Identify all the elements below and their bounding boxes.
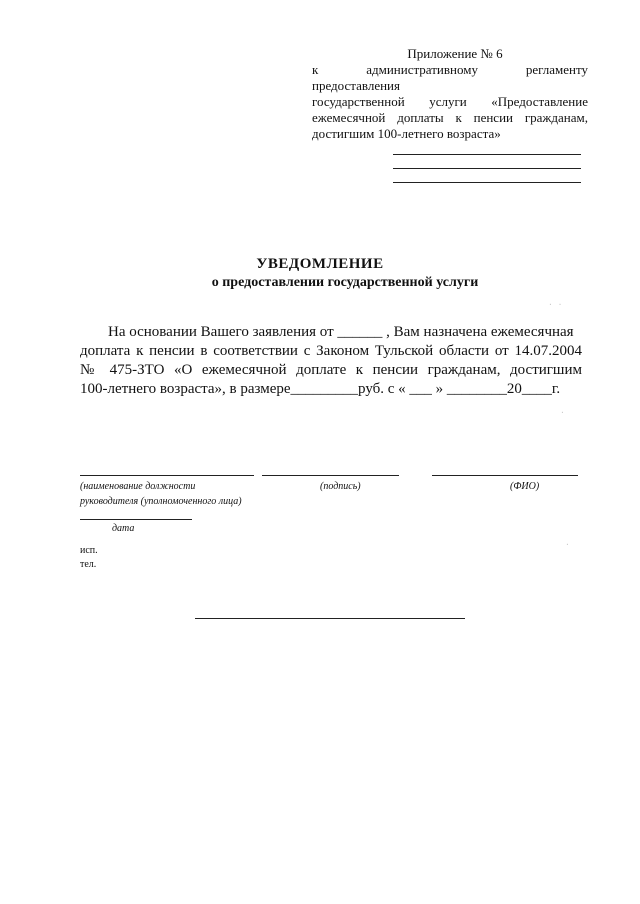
- body-line: 100-летнего возраста», в размере_________руб. с « ___ » ________20____г.: [80, 381, 561, 397]
- phone-label: тел.: [80, 559, 97, 570]
- position-caption-line-2: руководителя (уполномоченного лица): [80, 496, 242, 507]
- document-subtitle: о предоставлении государственной услуги: [211, 275, 479, 290]
- bottom-separator-line: [195, 618, 465, 619]
- appendix-line: государственной услуги «Предоставление: [312, 94, 588, 109]
- scan-artifact: ·: [565, 540, 570, 549]
- position-caption-line-1: (наименование должности: [80, 481, 196, 492]
- position-caption: [80, 479, 242, 509]
- appendix-line: достигшим 100-летнего возраста»: [312, 126, 501, 141]
- scan-artifact: ·: [560, 408, 565, 417]
- name-line: [432, 475, 578, 476]
- body-line: доплата к пенсии в соответствии с Законом Тульской области от 14.07.2004: [80, 343, 582, 359]
- body-line: № 475-ЗТО «О ежемесячной доплате к пенсии гражданам, достигшим: [80, 362, 582, 378]
- appendix-number: Приложение № 6: [407, 46, 503, 61]
- appendix-header: [312, 46, 588, 142]
- executor-label: исп.: [80, 545, 98, 556]
- sign-line: [262, 475, 399, 476]
- sign-caption: (подпись): [320, 481, 361, 492]
- body-line: На основании Вашего заявления от ______ , Вам назначена ежемесячная: [108, 324, 574, 340]
- document-title: УВЕДОМЛЕНИЕ: [256, 256, 384, 272]
- recipient-blank-line: [393, 182, 581, 183]
- recipient-blank-line: [393, 168, 581, 169]
- position-signature-line: [80, 475, 254, 476]
- name-caption: (ФИО): [510, 481, 540, 492]
- date-line: [80, 519, 192, 520]
- appendix-line: к административному регламенту предоставления: [312, 62, 588, 93]
- notice-body: [80, 323, 582, 399]
- date-caption: дата: [112, 523, 135, 534]
- scan-artifact: · ·: [548, 300, 563, 309]
- recipient-blank-line: [393, 154, 581, 155]
- appendix-line: ежемесячной доплаты к пенсии гражданам,: [312, 110, 588, 125]
